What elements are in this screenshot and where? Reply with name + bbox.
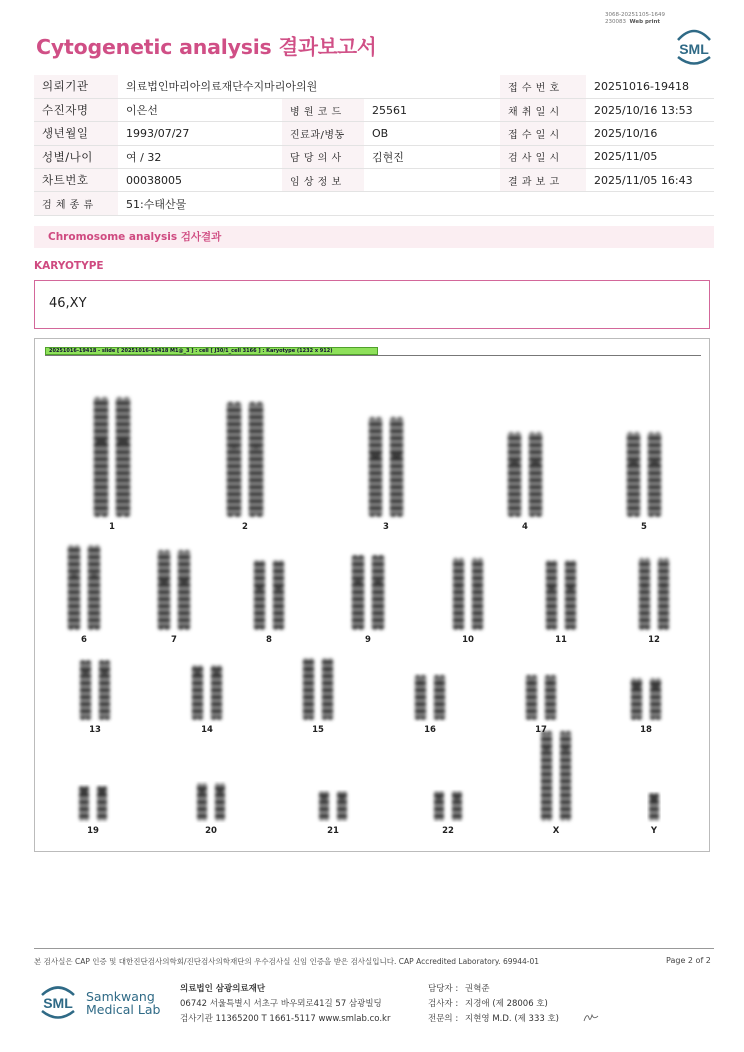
chromosome-pair-14	[192, 665, 222, 720]
dob-value: 1993/07/27	[118, 122, 282, 145]
info-row	[34, 169, 714, 192]
receipt-date-label: 접 수 일 시	[500, 122, 586, 145]
karyotype-result: 46,XY	[34, 280, 710, 329]
page-number: Page 2 of 2	[666, 956, 711, 965]
dept-label: 진료과/병동	[282, 122, 364, 145]
chromosome-pair-1	[94, 397, 131, 517]
footer-logo-text: SML	[43, 995, 73, 1011]
staff2-label: 검사자 :	[428, 999, 459, 1009]
hospital-code-value: 25561	[364, 98, 500, 121]
footer-divider	[34, 948, 714, 949]
footer-brand	[86, 990, 160, 1016]
req-org-label: 의뢰기관	[34, 75, 118, 98]
receipt-no-value: 20251016-19418	[586, 75, 714, 98]
info-row	[34, 98, 714, 121]
chromosome-pair-3	[369, 417, 403, 517]
receipt-no-label: 접 수 번 호	[500, 75, 586, 98]
chromosome-label-16: 16	[424, 725, 436, 735]
clinical-value	[364, 169, 500, 192]
karyogram-figure	[35, 339, 711, 853]
sex-age-label: 성별/나이	[34, 145, 118, 168]
org-address: 06742 서울특별시 서초구 바우뫼로41길 57 삼광빌딩	[180, 999, 382, 1009]
chromosome-pair-12	[639, 558, 669, 630]
receipt-date-value: 2025/10/16	[586, 122, 714, 145]
chromosome-label-18: 18	[640, 725, 652, 735]
chromosome-pair-19	[79, 786, 107, 821]
specimen-label: 검 체 종 류	[34, 192, 118, 215]
patient-info-table	[34, 75, 714, 216]
specimen-value: 51:수태산물	[118, 192, 714, 215]
report-label: 결 과 보 고	[500, 169, 586, 192]
clinical-label: 임 상 정 보	[282, 169, 364, 192]
section-header: Chromosome analysis 검사결과	[34, 226, 714, 248]
chromosome-label-9: 9	[365, 635, 371, 645]
chromosome-pair-13	[80, 660, 110, 720]
chromosome-pair-16	[415, 675, 445, 720]
chromosome-label-15: 15	[312, 725, 324, 735]
chromosome-pair-10	[453, 558, 483, 630]
staff1-label: 담당자 :	[428, 984, 459, 994]
test-date-label: 검 사 일 시	[500, 145, 586, 168]
chromosome-label-4: 4	[522, 522, 528, 532]
collect-value: 2025/10/16 13:53	[586, 98, 714, 121]
patient-value: 이은선	[118, 98, 282, 121]
chromosome-label-2: 2	[242, 522, 248, 532]
org-contact: 검사기관 11365200 T 1661-5117 www.smlab.co.kr	[180, 1014, 391, 1024]
chromosome-pair-X	[541, 731, 571, 821]
info-row	[34, 75, 714, 98]
chart-label: 차트번호	[34, 169, 118, 192]
chromosome-label-3: 3	[383, 522, 389, 532]
slide-caption: 20251016-19418 - slide [ 20251016-19418 M1@_3 ] : cell [ J30/1_cell 3166 ] : Karyotype (1232 x 912)	[45, 347, 378, 355]
report-code	[605, 12, 665, 26]
chromosome-pair-18	[631, 678, 661, 720]
chromosome-pair-8	[254, 560, 284, 630]
patient-label: 수진자명	[34, 98, 118, 121]
chromosome-label-7: 7	[171, 635, 177, 645]
req-org-value: 의료법인마리아의료재단수지마리아의원	[118, 75, 500, 98]
chromosome-label-12: 12	[648, 635, 660, 645]
report-title: Cytogenetic analysis 결과보고서	[36, 35, 377, 59]
org-name: 의료법인 삼광의료재단	[180, 984, 266, 994]
footer-staff	[428, 982, 559, 1027]
footer-org	[180, 982, 390, 1027]
brand-line1: Samkwang	[86, 989, 155, 1004]
web-print-label: Web print	[629, 19, 661, 25]
collect-label: 채 취 일 시	[500, 98, 586, 121]
chromosome-label-22: 22	[442, 826, 454, 836]
brand-line2: Medical Lab	[86, 1002, 161, 1017]
report-code-line2: 230083 Web print	[605, 19, 661, 25]
chromosome-label-6: 6	[81, 635, 87, 645]
chromosome-pair-9	[352, 555, 384, 630]
chromosome-label-13: 13	[89, 725, 101, 735]
chromosome-label-8: 8	[266, 635, 272, 645]
info-row	[34, 122, 714, 145]
karyotype-label: KARYOTYPE	[34, 260, 104, 272]
chromosome-pair-2	[227, 402, 264, 517]
chromosome-label-19: 19	[87, 826, 99, 836]
chromosome-pair-15	[303, 658, 333, 720]
chromosome-label-5: 5	[641, 522, 647, 532]
chromosome-pair-7	[158, 550, 190, 630]
report-code-line1: 3068-20251105-1649	[605, 12, 665, 18]
chromosome-label-21: 21	[327, 826, 339, 836]
logo-text: SML	[679, 41, 709, 57]
hospital-code-label: 병 원 코 드	[282, 98, 364, 121]
chromosome-pair-17	[526, 675, 556, 720]
test-date-value: 2025/11/05	[586, 145, 714, 168]
chromosome-pair-11	[546, 560, 576, 630]
chromosome-label-14: 14	[201, 725, 213, 735]
doctor-label: 담 당 의 사	[282, 145, 364, 168]
chromosome-pair-4	[508, 432, 542, 517]
staff2-value: 지경애 (제 28006 호)	[465, 999, 548, 1009]
sml-footer-logo-icon	[38, 982, 78, 1022]
info-row	[34, 192, 714, 215]
doctor-value: 김현진	[364, 145, 500, 168]
chromosome-pair-21	[319, 791, 347, 821]
karyogram-image	[34, 338, 710, 852]
sex-age-value: 여 / 32	[118, 145, 282, 168]
chromosome-label-1: 1	[109, 522, 115, 532]
chromosome-pair-22	[434, 791, 462, 821]
chromosome-label-20: 20	[205, 826, 217, 836]
chromosome-pair-20	[197, 783, 225, 821]
chromosome-pair-5	[627, 432, 661, 517]
dept-value: OB	[364, 122, 500, 145]
chromosome-label-10: 10	[462, 635, 474, 645]
staff1-value: 권혁준	[465, 984, 490, 994]
chromosome-label-Y: Y	[650, 826, 658, 836]
chromosome-pair-6	[68, 545, 100, 630]
staff3-label: 전문의 :	[428, 1014, 459, 1024]
chromosome-pair-Y	[649, 793, 659, 821]
chart-value: 00038005	[118, 169, 282, 192]
info-row	[34, 145, 714, 168]
chromosome-label-17: 17	[535, 725, 547, 735]
report-value: 2025/11/05 16:43	[586, 169, 714, 192]
accreditation-note: 본 검사실은 CAP 인증 및 대한진단검사의학회/진단검사의학재단의 우수검사실 신임 인증을 받은 검사실입니다. CAP Accredited Laboratory. 69944-01	[34, 957, 540, 966]
chromosome-label-11: 11	[555, 635, 567, 645]
chromosome-label-X: X	[552, 826, 560, 836]
staff3-value: 지현영 M.D. (제 333 호)	[465, 1014, 560, 1024]
sml-logo-icon	[672, 26, 716, 66]
signature-icon	[582, 1010, 600, 1024]
dob-label: 생년월일	[34, 122, 118, 145]
